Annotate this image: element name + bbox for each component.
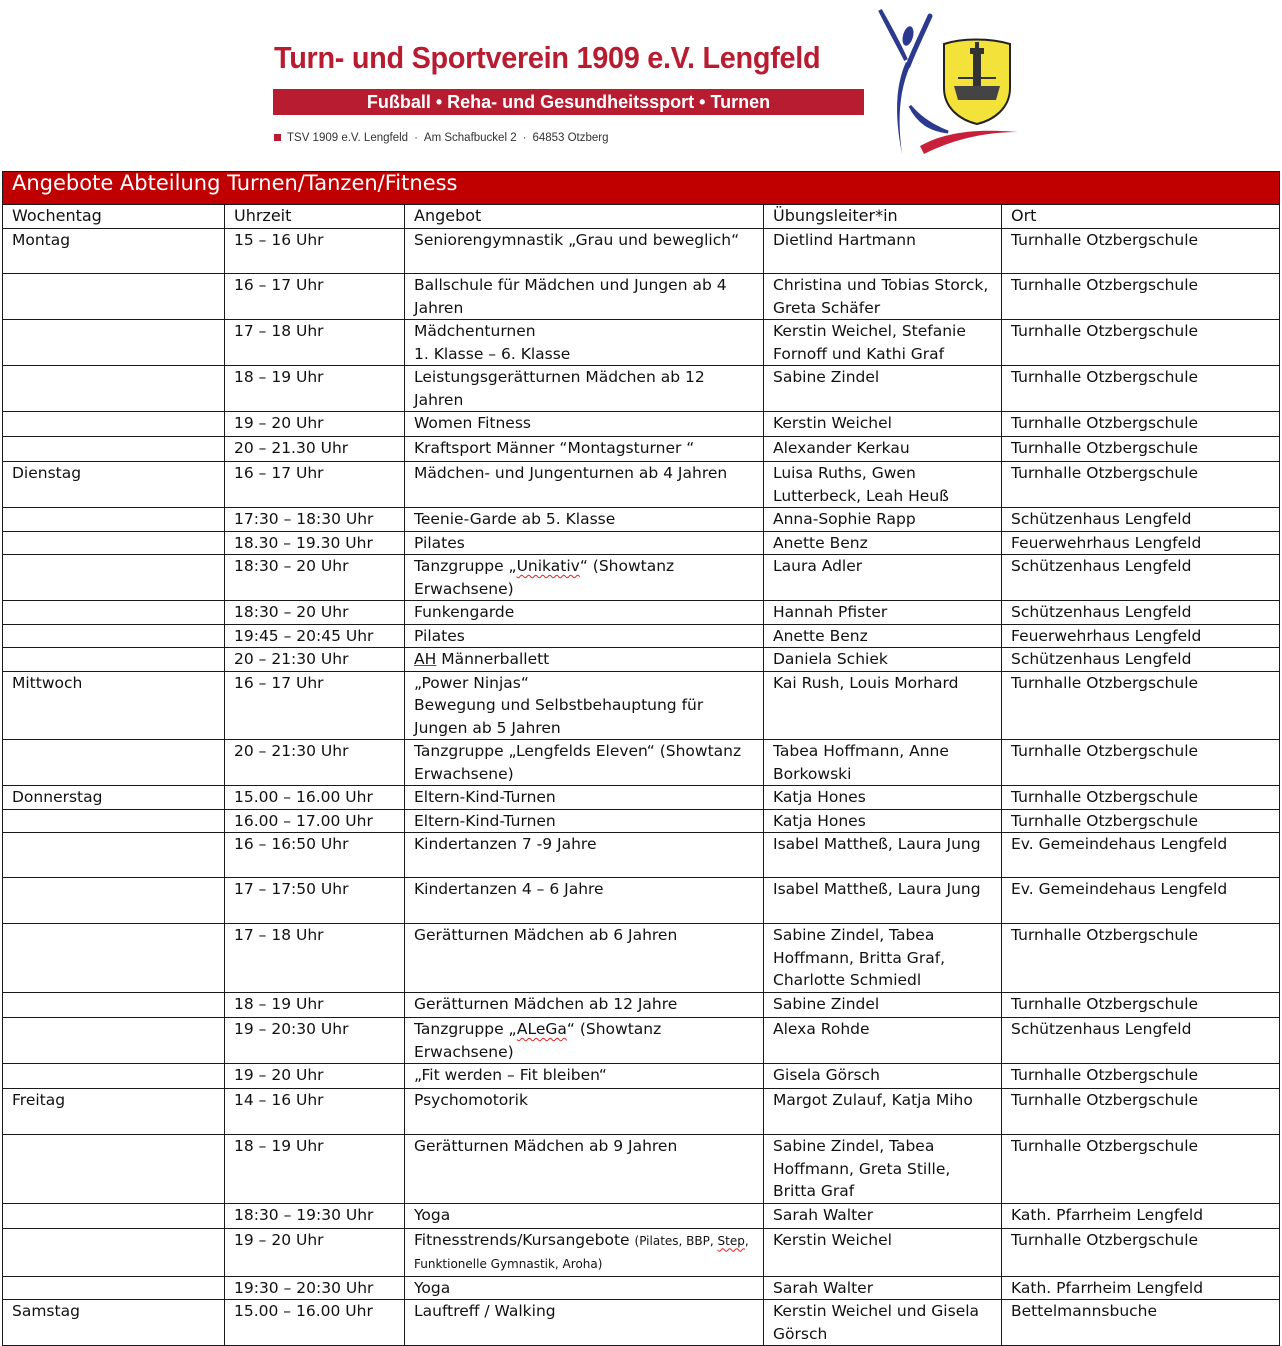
table-row — [3, 601, 1280, 625]
cell-time: 19:30 – 20:30 Uhr — [225, 1276, 405, 1300]
table-row — [3, 1203, 1280, 1228]
cell-leader: Christina und Tobias Storck, Greta Schäfer — [764, 274, 1002, 320]
cell-place: Kath. Pfarrheim Lengfeld — [1002, 1276, 1280, 1300]
table-row — [3, 531, 1280, 555]
table-title-row — [3, 172, 1280, 205]
cell-place: Turnhalle Otzbergschule — [1002, 229, 1280, 274]
cell-leader: Anna-Sophie Rapp — [764, 508, 1002, 532]
cell-weekday: Freitag — [3, 1089, 225, 1135]
cell-time: 18 – 19 Uhr — [225, 993, 405, 1018]
cell-leader: Daniela Schiek — [764, 648, 1002, 672]
cell-leader: Anette Benz — [764, 624, 1002, 648]
cell-offer — [405, 1228, 764, 1276]
column-header-offer: Angebot — [405, 205, 764, 229]
cell-offer: Gerätturnen Mädchen ab 9 Jahren — [405, 1135, 764, 1204]
cell-weekday — [3, 555, 225, 601]
offer-text-part: (Pilates, BBP, — [634, 1233, 718, 1248]
cell-place: Kath. Pfarrheim Lengfeld — [1002, 1203, 1280, 1228]
cell-time: 15.00 – 16.00 Uhr — [225, 1300, 405, 1346]
cell-time: 18 – 19 Uhr — [225, 1135, 405, 1204]
table-row — [3, 274, 1280, 320]
cell-leader: Katja Hones — [764, 809, 1002, 833]
offer-text-part: AH — [414, 650, 437, 668]
table-row — [3, 878, 1280, 924]
offer-text-part: ALeGa — [516, 1020, 567, 1038]
cell-leader: Dietlind Hartmann — [764, 229, 1002, 274]
cell-weekday — [3, 624, 225, 648]
cell-place: Turnhalle Otzbergschule — [1002, 1135, 1280, 1204]
cell-offer: Tanzgruppe „Lengfelds Eleven“ (Showtanz Erwachsene) — [405, 740, 764, 786]
cell-weekday — [3, 412, 225, 437]
cell-place: Turnhalle Otzbergschule — [1002, 1228, 1280, 1276]
cell-leader: Hannah Pfister — [764, 601, 1002, 625]
cell-offer: Teenie-Garde ab 5. Klasse — [405, 508, 764, 532]
table-row — [3, 555, 1280, 601]
cell-place: Feuerwehrhaus Lengfeld — [1002, 531, 1280, 555]
cell-leader: Alexa Rohde — [764, 1018, 1002, 1064]
cell-leader: Margot Zulauf, Katja Miho — [764, 1089, 1002, 1135]
cell-offer: Eltern-Kind-Turnen — [405, 786, 764, 810]
cell-weekday — [3, 924, 225, 993]
offer-text-part: Fitnesstrends/Kursangebote — [414, 1230, 635, 1249]
cell-offer: Kindertanzen 4 – 6 Jahre — [405, 878, 764, 924]
table-row — [3, 462, 1280, 508]
cell-time: 16 – 17 Uhr — [225, 462, 405, 508]
cell-time: 15 – 16 Uhr — [225, 229, 405, 274]
cell-time: 18:30 – 20 Uhr — [225, 555, 405, 601]
cell-offer: Gerätturnen Mädchen ab 12 Jahre — [405, 993, 764, 1018]
cell-offer: Lauftreff / Walking — [405, 1300, 764, 1346]
cell-time: 14 – 16 Uhr — [225, 1089, 405, 1135]
cell-leader: Katja Hones — [764, 786, 1002, 810]
table-row — [3, 1018, 1280, 1064]
cell-place: Turnhalle Otzbergschule — [1002, 412, 1280, 437]
cell-offer: Kraftsport Männer “Montagsturner “ — [405, 437, 764, 462]
cell-weekday — [3, 531, 225, 555]
cell-time: 16.00 – 17.00 Uhr — [225, 809, 405, 833]
cell-leader: Isabel Mattheß, Laura Jung — [764, 833, 1002, 878]
cell-leader: Isabel Mattheß, Laura Jung — [764, 878, 1002, 924]
cell-place: Ev. Gemeindehaus Lengfeld — [1002, 878, 1280, 924]
cell-time: 19 – 20 Uhr — [225, 1064, 405, 1089]
cell-leader: Sabine Zindel, Tabea Hoffmann, Britta Graf, Charlotte Schmiedl — [764, 924, 1002, 993]
table-row — [3, 320, 1280, 366]
cell-time: 17:30 – 18:30 Uhr — [225, 508, 405, 532]
cell-place: Turnhalle Otzbergschule — [1002, 993, 1280, 1018]
cell-offer: Eltern-Kind-Turnen — [405, 809, 764, 833]
cell-weekday: Samstag — [3, 1300, 225, 1346]
cell-place: Turnhalle Otzbergschule — [1002, 1064, 1280, 1089]
cell-offer: Leistungsgerätturnen Mädchen ab 12 Jahren — [405, 366, 764, 412]
offer-text-part: “ (Showtanz Erwachsene) — [414, 557, 675, 598]
offer-text-part: “ (Showtanz Erwachsene) — [414, 1020, 662, 1061]
cell-weekday — [3, 740, 225, 786]
cell-weekday — [3, 809, 225, 833]
cell-time: 20 – 21:30 Uhr — [225, 740, 405, 786]
cell-weekday — [3, 1203, 225, 1228]
cell-leader: Sabine Zindel — [764, 993, 1002, 1018]
table-row — [3, 1300, 1280, 1346]
cell-weekday — [3, 1064, 225, 1089]
cell-offer: Yoga — [405, 1276, 764, 1300]
cell-place: Turnhalle Otzbergschule — [1002, 437, 1280, 462]
cell-weekday: Mittwoch — [3, 671, 225, 740]
table-row — [3, 833, 1280, 878]
table-row — [3, 508, 1280, 532]
cell-time: 20 – 21.30 Uhr — [225, 437, 405, 462]
table-row — [3, 786, 1280, 810]
cell-weekday — [3, 1228, 225, 1276]
cell-time: 17 – 17:50 Uhr — [225, 878, 405, 924]
cell-weekday — [3, 1276, 225, 1300]
cell-time: 15.00 – 16.00 Uhr — [225, 786, 405, 810]
cell-weekday — [3, 320, 225, 366]
table-row — [3, 624, 1280, 648]
cell-place: Turnhalle Otzbergschule — [1002, 366, 1280, 412]
cell-time: 18:30 – 19:30 Uhr — [225, 1203, 405, 1228]
cell-weekday: Dienstag — [3, 462, 225, 508]
club-emblem-icon — [872, 4, 1022, 169]
cell-offer: „Fit werden – Fit bleiben“ — [405, 1064, 764, 1089]
cell-time: 16 – 17 Uhr — [225, 671, 405, 740]
address-street: Am Schafbuckel 2 — [423, 132, 517, 144]
table-row — [3, 412, 1280, 437]
cell-offer: Psychomotorik — [405, 1089, 764, 1135]
cell-place: Bettelmannsbuche — [1002, 1300, 1280, 1346]
column-header-row — [3, 205, 1280, 229]
cell-leader: Sabine Zindel, Tabea Hoffmann, Greta Stille, Britta Graf — [764, 1135, 1002, 1204]
address-separator: · — [522, 132, 527, 144]
cell-leader: Kai Rush, Louis Morhard — [764, 671, 1002, 740]
cell-place: Feuerwehrhaus Lengfeld — [1002, 624, 1280, 648]
cell-leader: Alexander Kerkau — [764, 437, 1002, 462]
cell-time: 17 – 18 Uhr — [225, 320, 405, 366]
cell-place: Turnhalle Otzbergschule — [1002, 786, 1280, 810]
cell-offer: Pilates — [405, 531, 764, 555]
cell-leader: Sabine Zindel — [764, 366, 1002, 412]
cell-offer: „Power Ninjas“ Bewegung und Selbstbehauptung für Jungen ab 5 Jahren — [405, 671, 764, 740]
offer-text-part: Männerballett — [436, 650, 550, 668]
table-row — [3, 993, 1280, 1018]
cell-place: Schützenhaus Lengfeld — [1002, 508, 1280, 532]
cell-place: Schützenhaus Lengfeld — [1002, 601, 1280, 625]
town-crest-icon — [944, 40, 1010, 125]
offer-text-part: Unikativ — [516, 557, 580, 575]
club-banner: Fußball • Reha- und Gesundheitssport • Turnen — [273, 89, 864, 115]
cell-place: Turnhalle Otzbergschule — [1002, 462, 1280, 508]
cell-place: Turnhalle Otzbergschule — [1002, 671, 1280, 740]
cell-offer: Gerätturnen Mädchen ab 6 Jahren — [405, 924, 764, 993]
cell-place: Turnhalle Otzbergschule — [1002, 1089, 1280, 1135]
cell-leader: Kerstin Weichel, Stefanie Fornoff und Kathi Graf — [764, 320, 1002, 366]
cell-place: Turnhalle Otzbergschule — [1002, 924, 1280, 993]
club-address — [274, 132, 609, 144]
table-row — [3, 1064, 1280, 1089]
address-separator: · — [414, 132, 418, 144]
column-header-time: Uhrzeit — [225, 205, 405, 229]
table-row — [3, 366, 1280, 412]
cell-time: 18 – 19 Uhr — [225, 366, 405, 412]
cell-place: Schützenhaus Lengfeld — [1002, 555, 1280, 601]
table-row — [3, 1276, 1280, 1300]
cell-time: 18:30 – 20 Uhr — [225, 601, 405, 625]
cell-place: Turnhalle Otzbergschule — [1002, 740, 1280, 786]
table-row — [3, 1135, 1280, 1204]
cell-offer — [405, 1018, 764, 1064]
table-row — [3, 809, 1280, 833]
cell-place: Turnhalle Otzbergschule — [1002, 809, 1280, 833]
cell-time: 19 – 20 Uhr — [225, 412, 405, 437]
cell-leader: Kerstin Weichel — [764, 412, 1002, 437]
cell-leader: Kerstin Weichel — [764, 1228, 1002, 1276]
cell-weekday — [3, 1135, 225, 1204]
cell-leader: Tabea Hoffmann, Anne Borkowski — [764, 740, 1002, 786]
cell-time: 17 – 18 Uhr — [225, 924, 405, 993]
cell-offer: Pilates — [405, 624, 764, 648]
cell-weekday: Donnerstag — [3, 786, 225, 810]
offer-text-part: Step — [717, 1233, 745, 1248]
table-row — [3, 740, 1280, 786]
cell-leader: Gisela Görsch — [764, 1064, 1002, 1089]
cell-weekday — [3, 993, 225, 1018]
cell-offer — [405, 555, 764, 601]
column-header-weekday: Wochentag — [3, 205, 225, 229]
cell-place: Schützenhaus Lengfeld — [1002, 648, 1280, 672]
cell-weekday — [3, 274, 225, 320]
table-row — [3, 437, 1280, 462]
address-city: 64853 Otzberg — [532, 132, 609, 144]
cell-time: 20 – 21:30 Uhr — [225, 648, 405, 672]
address-club: TSV 1909 e.V. Lengfeld — [287, 132, 409, 144]
cell-weekday — [3, 437, 225, 462]
cell-leader: Luisa Ruths, Gwen Lutterbeck, Leah Heuß — [764, 462, 1002, 508]
column-header-place: Ort — [1002, 205, 1280, 229]
schedule-body — [3, 229, 1280, 1346]
cell-weekday — [3, 648, 225, 672]
letterhead — [0, 0, 1282, 170]
cell-leader: Kerstin Weichel und Gisela Görsch — [764, 1300, 1002, 1346]
cell-time: 16 – 16:50 Uhr — [225, 833, 405, 878]
cell-offer: Women Fitness — [405, 412, 764, 437]
cell-time: 19 – 20:30 Uhr — [225, 1018, 405, 1064]
table-row — [3, 229, 1280, 274]
cell-place: Turnhalle Otzbergschule — [1002, 274, 1280, 320]
cell-weekday — [3, 601, 225, 625]
table-row — [3, 924, 1280, 993]
cell-leader: Anette Benz — [764, 531, 1002, 555]
cell-offer: Yoga — [405, 1203, 764, 1228]
cell-offer: Funkengarde — [405, 601, 764, 625]
cell-offer: Seniorengymnastik „Grau und beweglich“ — [405, 229, 764, 274]
offer-text-part: , Funktionelle Gymnastik, Aroha) — [414, 1233, 749, 1271]
cell-weekday — [3, 878, 225, 924]
cell-leader: Laura Adler — [764, 555, 1002, 601]
cell-offer — [405, 648, 764, 672]
table-row — [3, 1089, 1280, 1135]
cell-time: 18.30 – 19.30 Uhr — [225, 531, 405, 555]
cell-time: 19:45 – 20:45 Uhr — [225, 624, 405, 648]
cell-leader: Sarah Walter — [764, 1203, 1002, 1228]
cell-place: Schützenhaus Lengfeld — [1002, 1018, 1280, 1064]
schedule-table — [2, 171, 1280, 1346]
cell-offer: Mädchen- und Jungenturnen ab 4 Jahren — [405, 462, 764, 508]
table-row — [3, 671, 1280, 740]
cell-weekday: Montag — [3, 229, 225, 274]
cell-weekday — [3, 1018, 225, 1064]
table-row — [3, 1228, 1280, 1276]
cell-weekday — [3, 508, 225, 532]
cell-weekday — [3, 833, 225, 878]
cell-offer: Kindertanzen 7 -9 Jahre — [405, 833, 764, 878]
cell-time: 16 – 17 Uhr — [225, 274, 405, 320]
offer-text-part: Tanzgruppe „ — [414, 557, 517, 575]
table-row — [3, 648, 1280, 672]
cell-time: 19 – 20 Uhr — [225, 1228, 405, 1276]
cell-offer: Ballschule für Mädchen und Jungen ab 4 Jahren — [405, 274, 764, 320]
bullet-square-icon — [274, 134, 281, 141]
offer-text-part: Tanzgruppe „ — [414, 1020, 517, 1038]
club-name: Turn- und Sportverein 1909 e.V. Lengfeld — [274, 40, 821, 75]
table-title: Angebote Abteilung Turnen/Tanzen/Fitness — [3, 172, 1280, 205]
cell-weekday — [3, 366, 225, 412]
cell-offer: Mädchenturnen 1. Klasse – 6. Klasse — [405, 320, 764, 366]
cell-place: Ev. Gemeindehaus Lengfeld — [1002, 833, 1280, 878]
column-header-leader: Übungsleiter*in — [764, 205, 1002, 229]
cell-place: Turnhalle Otzbergschule — [1002, 320, 1280, 366]
cell-leader: Sarah Walter — [764, 1276, 1002, 1300]
